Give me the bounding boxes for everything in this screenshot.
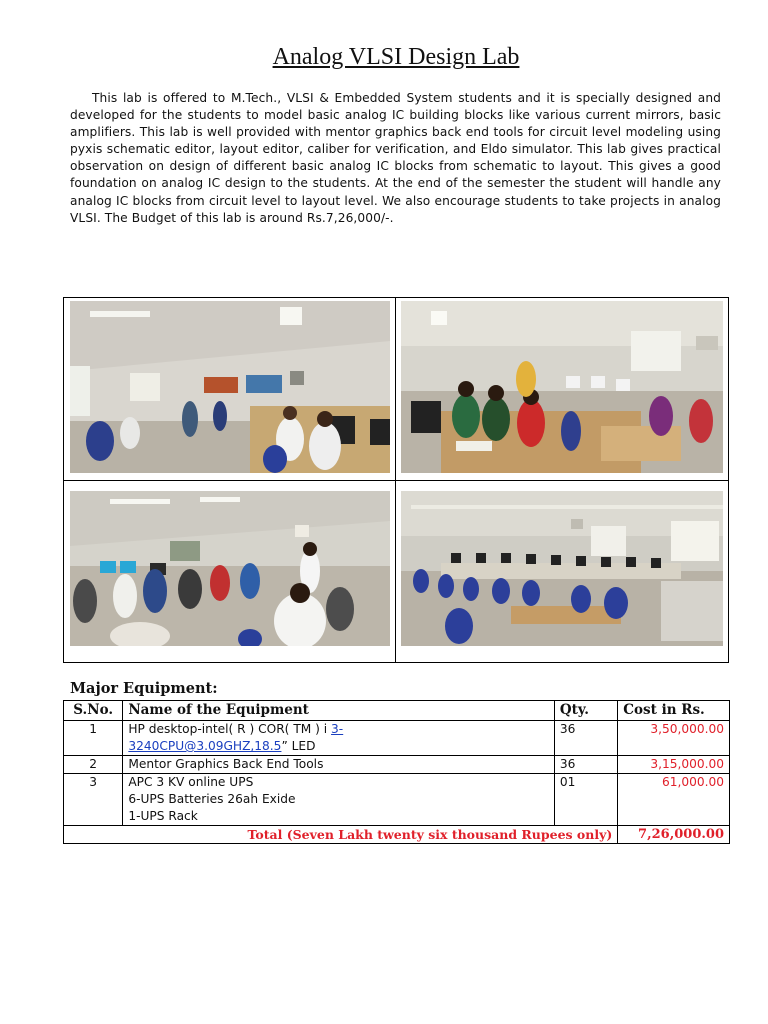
intro-paragraph: This lab is offered to M.Tech., VLSI & Embedded System students and it is specially designed and developed for the students to model basic analog IC building blocks like various current mirrors, basic amplifiers. This lab is well provided with mentor graphics back end tools for circuit level modeling using pyxis schematic editor, layout editor, caliber for verification, and Eldo simulator. This lab gives practical observation on design of different basic analog IC blocks from schematic to layout. This gives a good foundation on analog IC design to the students. At the end of the semester the student will handle any analog IC blocks from circuit level to layout level. We also encourage students to take projects in analog VLSI. The Budget of this lab is around Rs.7,26,000/-. bbox=[70, 91, 721, 225]
header-cost: Cost in Rs. bbox=[618, 701, 730, 721]
row-sno: 2 bbox=[64, 756, 123, 774]
lab-photo-3 bbox=[70, 491, 390, 646]
equipment-table-header-row bbox=[64, 701, 730, 721]
page-title: Analog VLSI Design Lab bbox=[272, 44, 520, 70]
equipment-line: APC 3 KV online UPS bbox=[128, 775, 254, 789]
row-qty: 36 bbox=[554, 721, 617, 756]
lab-photo-1 bbox=[70, 301, 390, 473]
row-qty: 01 bbox=[554, 774, 617, 826]
table-total-row bbox=[64, 826, 730, 844]
equipment-name-suffix: ” LED bbox=[281, 739, 316, 753]
equipment-table bbox=[63, 700, 730, 844]
equipment-line: 6-UPS Batteries 26ah Exide bbox=[128, 792, 296, 806]
row-sno: 1 bbox=[64, 721, 123, 756]
equipment-spec-link[interactable]: 3- bbox=[331, 722, 344, 736]
total-label: Total (Seven Lakh twenty six thousand Rupees only) bbox=[64, 826, 618, 844]
header-sno: S.No. bbox=[64, 701, 123, 721]
row-equipment-name: Mentor Graphics Back End Tools bbox=[123, 756, 555, 774]
table-row bbox=[64, 774, 730, 826]
row-sno: 3 bbox=[64, 774, 123, 826]
header-qty: Qty. bbox=[554, 701, 617, 721]
row-qty: 36 bbox=[554, 756, 617, 774]
row-cost: 3,50,000.00 bbox=[618, 721, 730, 756]
table-row bbox=[64, 721, 730, 756]
header-equipment-name: Name of the Equipment bbox=[123, 701, 555, 721]
lab-photo-1-image bbox=[70, 301, 390, 473]
table-row bbox=[64, 756, 730, 774]
lab-photo-4-image bbox=[401, 491, 723, 646]
row-cost: 61,000.00 bbox=[618, 774, 730, 826]
lab-photo-grid bbox=[63, 297, 729, 663]
grid-divider-horizontal bbox=[64, 480, 728, 481]
equipment-line: 1-UPS Rack bbox=[128, 809, 198, 823]
lab-photo-4 bbox=[401, 491, 723, 646]
total-value: 7,26,000.00 bbox=[618, 826, 730, 844]
lab-photo-2-image bbox=[401, 301, 723, 473]
equipment-spec-link-continued[interactable]: 3240CPU@3.09GHZ,18.5 bbox=[128, 739, 282, 753]
lab-photo-2 bbox=[401, 301, 723, 473]
row-cost: 3,15,000.00 bbox=[618, 756, 730, 774]
row-equipment-name bbox=[123, 721, 555, 756]
row-equipment-name bbox=[123, 774, 555, 826]
lab-photo-3-image bbox=[70, 491, 390, 646]
major-equipment-heading: Major Equipment: bbox=[70, 680, 218, 697]
equipment-name-text: HP desktop-intel( R ) COR( TM ) i bbox=[128, 722, 332, 736]
